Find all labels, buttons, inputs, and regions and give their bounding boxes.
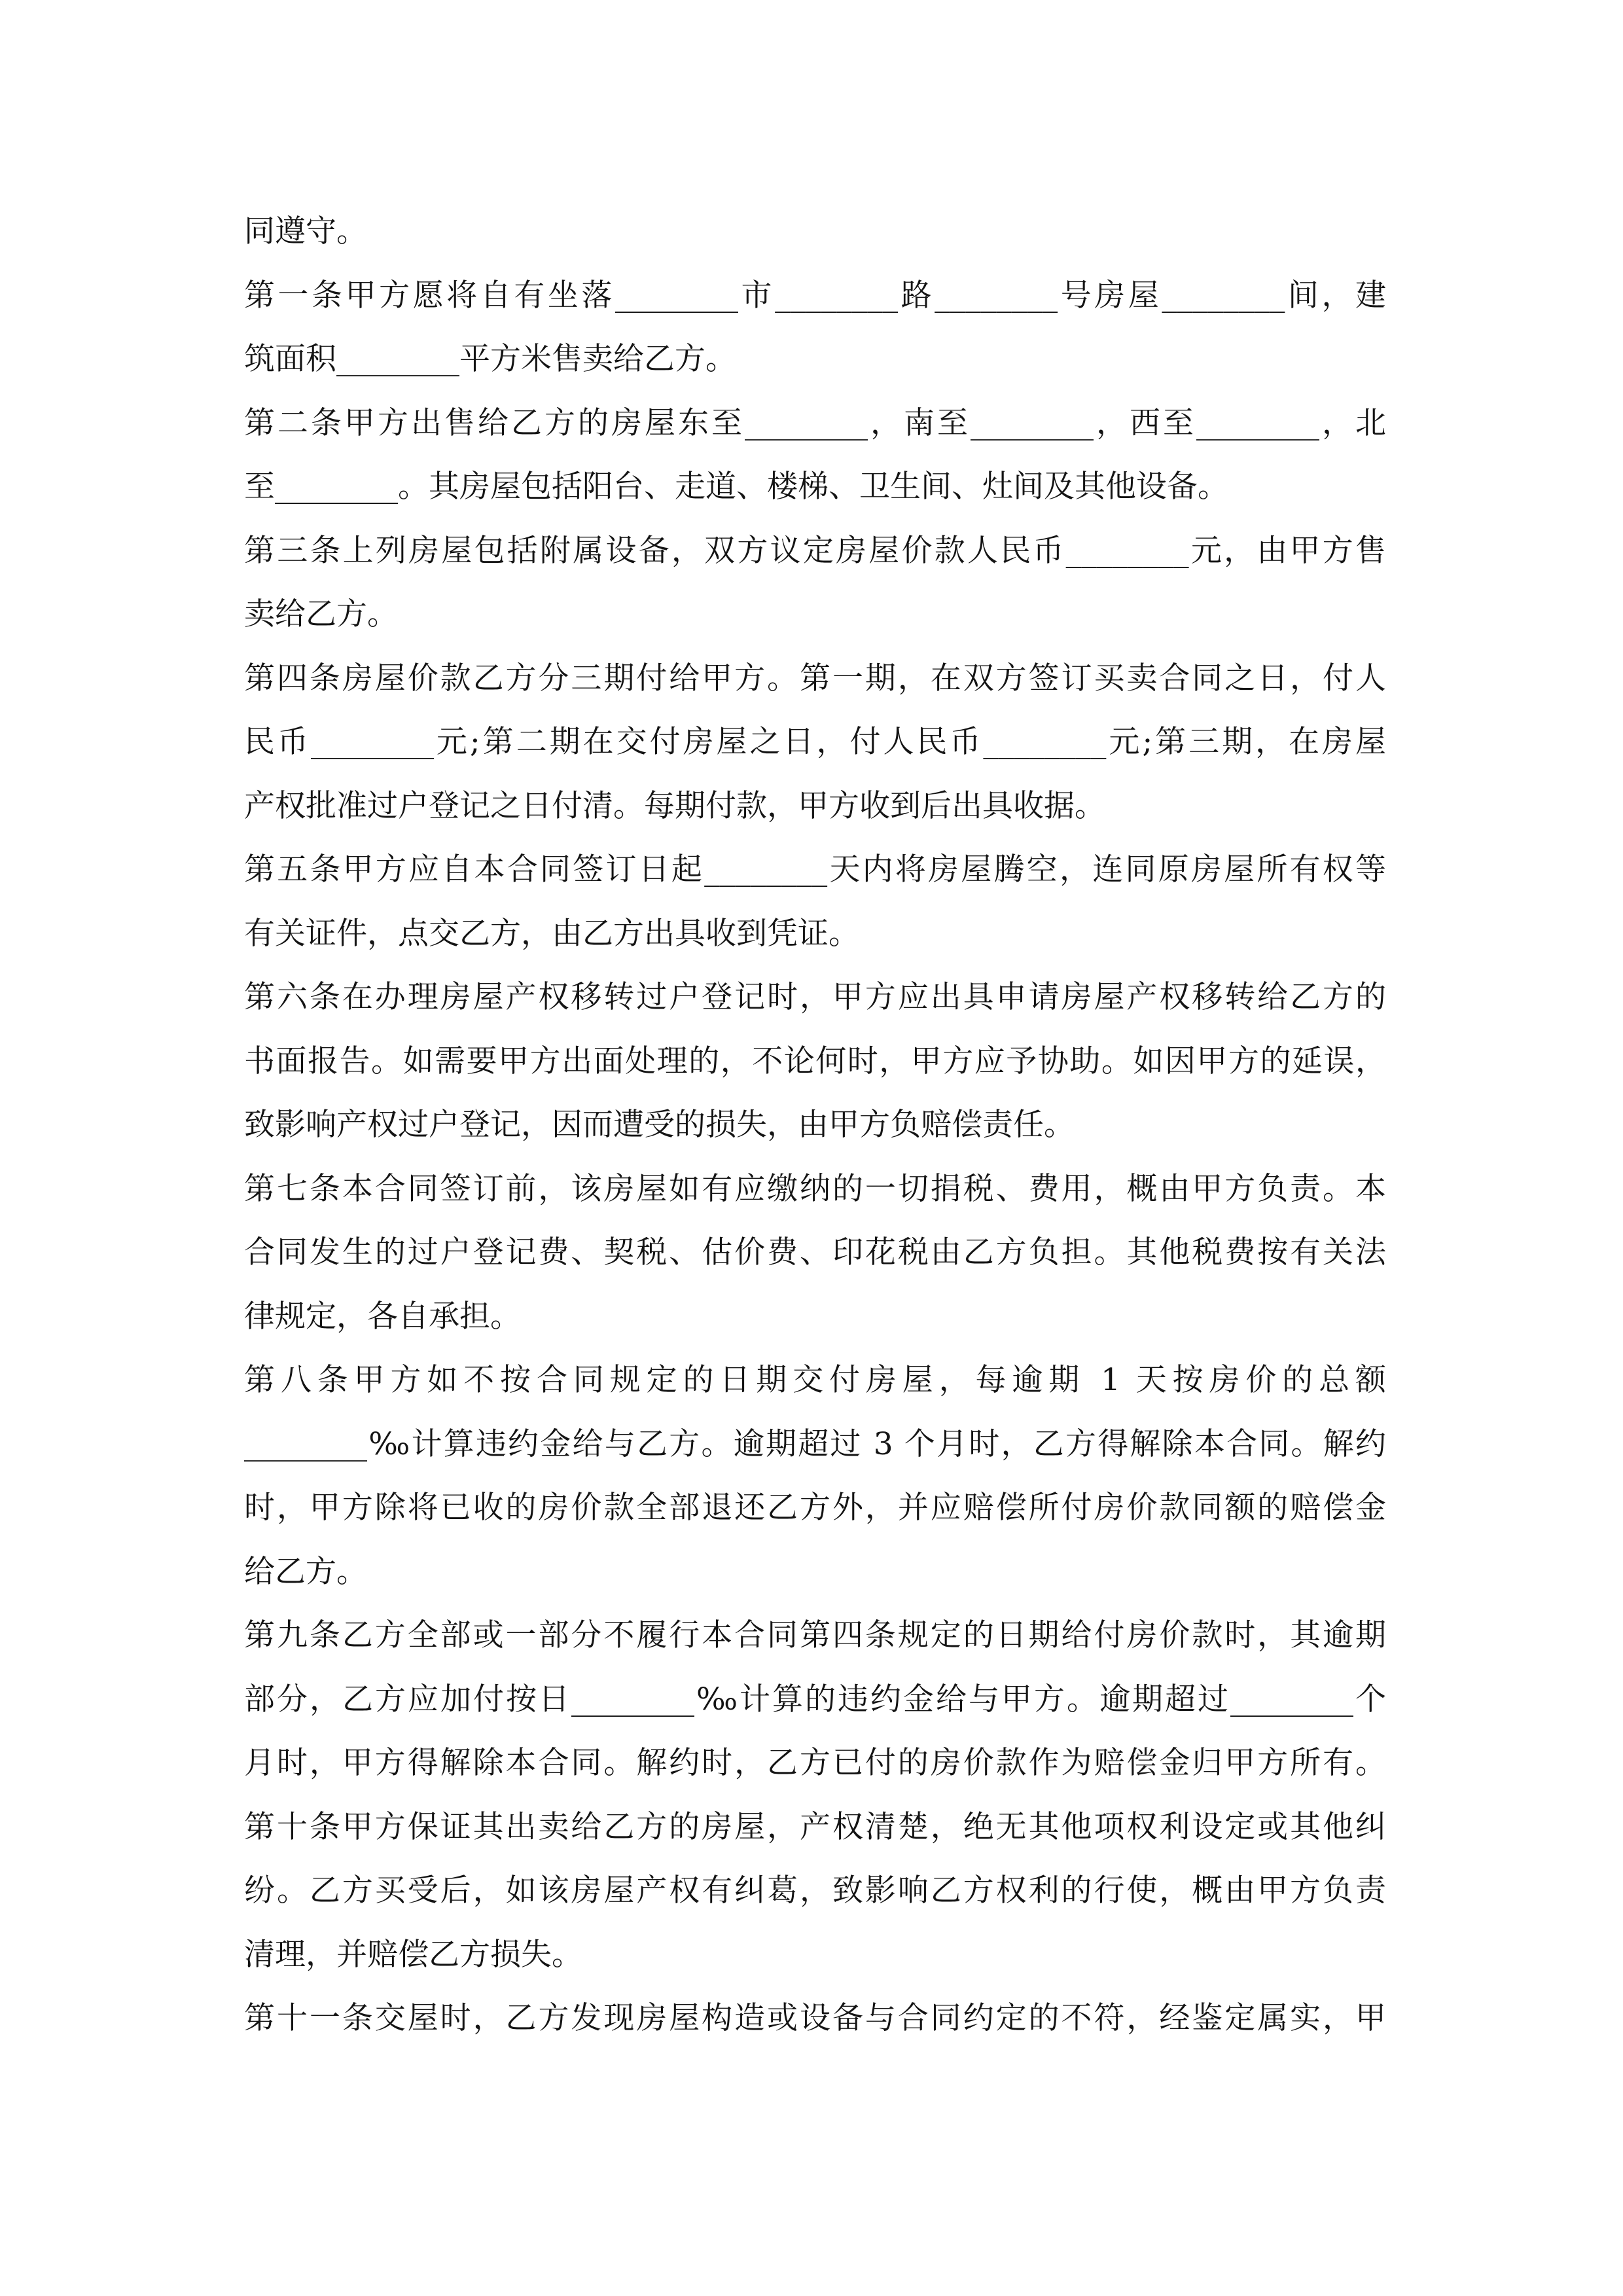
text-line: 第四条房屋价款乙方分三期付给甲方。第一期，在双方签订买卖合同之日，付人 [244,660,1386,696]
text-line: 有关证件，点交乙方，由乙方出具收到凭证。 [244,915,859,952]
text-line: 第九条乙方全部或一部分不履行本合同第四条规定的日期给付房价款时，其逾期 [244,1617,1386,1653]
text-line: 时，甲方除将已收的房价款全部退还乙方外，并应赔偿所付房价款同额的赔偿金 [244,1490,1386,1526]
text-line: 合同发生的过户登记费、契税、估价费、印花税由乙方负担。其他税费按有关法 [244,1234,1386,1270]
text-line: 民币________元;第二期在交付房屋之日，付人民币________元;第三期，在房屋 [244,724,1386,760]
text-line: 致影响产权过户登记，因而遭受的损失，由甲方负赔偿责任。 [244,1107,1075,1143]
text-line: 第八条甲方如不按合同规定的日期交付房屋，每逾期 1 天按房价的总额 [244,1362,1386,1398]
text-line: 第三条上列房屋包括附属设备，双方议定房屋价款人民币________元，由甲方售 [244,532,1386,569]
text-line: 第五条甲方应自本合同签订日起________天内将房屋腾空，连同原房屋所有权等 [244,852,1386,888]
text-line: 筑面积________平方米售卖给乙方。 [244,341,736,377]
text-line: 第十一条交屋时，乙方发现房屋构造或设备与合同约定的不符，经鉴定属实，甲 [244,2000,1386,2036]
text-line: ________‰计算违约金给与乙方。逾期超过 3 个月时，乙方得解除本合同。解约 [244,1426,1386,1462]
text-line: 第六条在办理房屋产权移转过户登记时，甲方应出具申请房屋产权移转给乙方的 [244,979,1386,1015]
text-line: 给乙方。 [244,1553,367,1590]
text-line: 第十条甲方保证其出卖给乙方的房屋，产权清楚，绝无其他项权利设定或其他纠 [244,1808,1386,1845]
text-line: 第二条甲方出售给乙方的房屋东至________，南至________，西至________，北 [244,404,1386,441]
text-line: 卖给乙方。 [244,596,398,632]
text-line: 清理，并赔偿乙方损失。 [244,1936,582,1973]
contract-body [244,200,1386,2051]
text-line: 书面报告。如需要甲方出面处理的，不论何时，甲方应予协助。如因甲方的延误， [244,1043,1386,1079]
text-line: 部分，乙方应加付按日________‰计算的违约金给与甲方。逾期超过________个 [244,1681,1386,1717]
text-line: 至________。其房屋包括阳台、走道、楼梯、卫生间、灶间及其他设备。 [244,469,1228,505]
text-line: 第一条甲方愿将自有坐落________市________路________号房屋________间，建 [244,277,1386,314]
text-line: 月时，甲方得解除本合同。解约时，乙方已付的房价款作为赔偿金归甲方所有。 [244,1745,1386,1781]
text-line: 产权批准过户登记之日付清。每期付款，甲方收到后出具收据。 [244,787,1105,824]
text-line: 同遵守。 [244,213,367,249]
text-line: 纷。乙方买受后，如该房屋产权有纠葛，致影响乙方权利的行使，概由甲方负责 [244,1873,1386,1909]
text-line: 第七条本合同签订前，该房屋如有应缴纳的一切捐税、费用，概由甲方负责。本 [244,1170,1386,1207]
text-line: 律规定，各自承担。 [244,1298,521,1335]
